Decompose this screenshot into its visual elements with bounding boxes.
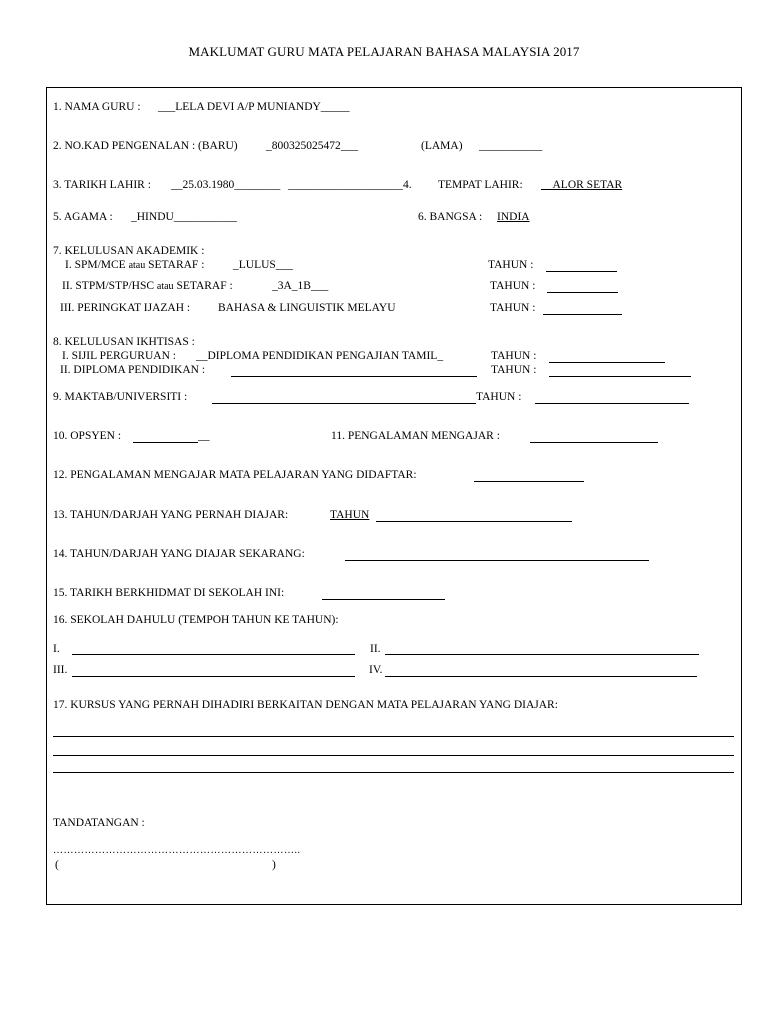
field-11-label: 11. PENGALAMAN MENGAJAR :: [331, 430, 500, 442]
field-11-value-line[interactable]: [530, 442, 658, 443]
field-16-item-3-label: III.: [53, 664, 68, 676]
field-2-lama-label: (LAMA): [421, 140, 463, 152]
field-8-row2-value-line[interactable]: [231, 376, 477, 377]
signature-name-open-paren: (: [55, 859, 59, 871]
field-12-label: 12. PENGALAMAN MENGAJAR MATA PELAJARAN YANG DIDAFTAR:: [53, 469, 417, 481]
field-5-value[interactable]: _HINDU___________: [131, 211, 238, 223]
field-3-value[interactable]: __25.03.1980________: [171, 179, 281, 191]
field-8-row2-tahun-label: TAHUN :: [491, 364, 537, 376]
field-13-label: 13. TAHUN/DARJAH YANG PERNAH DIAJAR:: [53, 509, 289, 521]
field-16-item-4-line[interactable]: [385, 676, 697, 677]
field-16-item-4-label: IV.: [369, 664, 383, 676]
field-1-label: 1. NAMA GURU :: [53, 101, 141, 113]
field-14-label: 14. TAHUN/DARJAH YANG DIAJAR SEKARANG:: [53, 548, 305, 560]
field-16-label: 16. SEKOLAH DAHULU (TEMPOH TAHUN KE TAHUN):: [53, 614, 339, 626]
field-7-row1-label: I. SPM/MCE atau SETARAF :: [65, 259, 205, 271]
field-8-row1-value[interactable]: __DIPLOMA PENDIDIKAN PENGAJIAN TAMIL_: [196, 350, 444, 362]
field-17-line-1[interactable]: [53, 736, 734, 737]
field-9-tahun-line[interactable]: [535, 403, 689, 404]
field-7-row3-value[interactable]: BAHASA & LINGUISTIK MELAYU: [218, 302, 396, 314]
field-15-value-line[interactable]: [322, 599, 445, 600]
field-7-row2-tahun-line[interactable]: [547, 292, 618, 293]
field-8-row2-label: II. DIPLOMA PENDIDIKAN :: [60, 364, 206, 376]
field-17-line-2[interactable]: [53, 755, 734, 756]
field-9-value-line[interactable]: [212, 403, 476, 404]
field-3-separator: ____________________4.: [288, 179, 412, 191]
field-16-item-2-label: II.: [370, 643, 381, 655]
field-7-row2-tahun-label: TAHUN :: [490, 280, 536, 292]
field-8-row1-tahun-label: TAHUN :: [491, 350, 537, 362]
field-9-tahun-label: TAHUN :: [476, 391, 522, 403]
field-7-row1-tahun-label: TAHUN :: [488, 259, 534, 271]
field-5-label: 5. AGAMA :: [53, 211, 113, 223]
field-8-row1-label: I. SIJIL PERGURUAN :: [62, 350, 176, 362]
field-7-row3-tahun-line[interactable]: [543, 314, 622, 315]
field-10-tail: __: [198, 430, 210, 442]
field-6-label: 6. BANGSA :: [418, 211, 483, 223]
field-2-label: 2. NO.KAD PENGENALAN : (BARU): [53, 140, 238, 152]
page-title: MAKLUMAT GURU MATA PELAJARAN BAHASA MALAYSIA 2017: [188, 44, 580, 59]
field-4-value[interactable]: __ALOR SETAR: [541, 179, 623, 191]
field-16-item-1-line[interactable]: [72, 654, 355, 655]
field-8-label: 8. KELULUSAN IKHTISAS :: [53, 336, 195, 348]
field-7-row2-label: II. STPM/STP/HSC atau SETARAF :: [62, 280, 233, 292]
field-8-row2-tahun-line[interactable]: [549, 376, 691, 377]
field-7-row1-value[interactable]: _LULUS___: [233, 259, 294, 271]
field-16-item-2-line[interactable]: [385, 654, 699, 655]
field-7-row3-tahun-label: TAHUN :: [490, 302, 536, 314]
field-12-value-line[interactable]: [474, 481, 584, 482]
field-16-item-3-line[interactable]: [72, 676, 355, 677]
field-7-row3-label: III. PERINGKAT IJAZAH :: [60, 302, 191, 314]
field-13-value[interactable]: TAHUN: [330, 509, 370, 521]
signature-name-close-paren: ): [272, 859, 276, 871]
field-16-item-1-label: I.: [53, 643, 60, 655]
field-7-label: 7. KELULUSAN AKADEMIK :: [53, 245, 205, 257]
field-1-value[interactable]: ___LELA DEVI A/P MUNIANDY_____: [158, 101, 350, 113]
field-4-label: TEMPAT LAHIR:: [438, 179, 523, 191]
field-2-value[interactable]: _800325025472___: [266, 140, 358, 152]
field-17-line-3[interactable]: [53, 772, 734, 773]
field-15-label: 15. TARIKH BERKHIDMAT DI SEKOLAH INI:: [53, 587, 285, 599]
field-10-value-line[interactable]: [133, 442, 198, 443]
signature-label: TANDATANGAN :: [53, 817, 145, 829]
field-3-label: 3. TARIKH LAHIR :: [53, 179, 151, 191]
field-17-label: 17. KURSUS YANG PERNAH DIHADIRI BERKAITAN DENGAN MATA PELAJARAN YANG DIAJAR:: [53, 699, 558, 711]
field-6-value[interactable]: INDIA: [497, 211, 530, 223]
field-8-row1-tahun-line[interactable]: [549, 362, 665, 363]
signature-dotted-line[interactable]: ……………………………………………………………..: [53, 845, 301, 856]
field-9-label: 9. MAKTAB/UNIVERSITI :: [53, 391, 188, 403]
field-7-row1-tahun-line[interactable]: [546, 271, 617, 272]
field-13-value-line[interactable]: [376, 521, 572, 522]
field-10-label: 10. OPSYEN :: [53, 430, 122, 442]
field-14-value-line[interactable]: [345, 560, 649, 561]
field-2-lama-value[interactable]: ___________: [479, 140, 543, 152]
field-7-row2-value[interactable]: _3A_1B___: [272, 280, 329, 292]
